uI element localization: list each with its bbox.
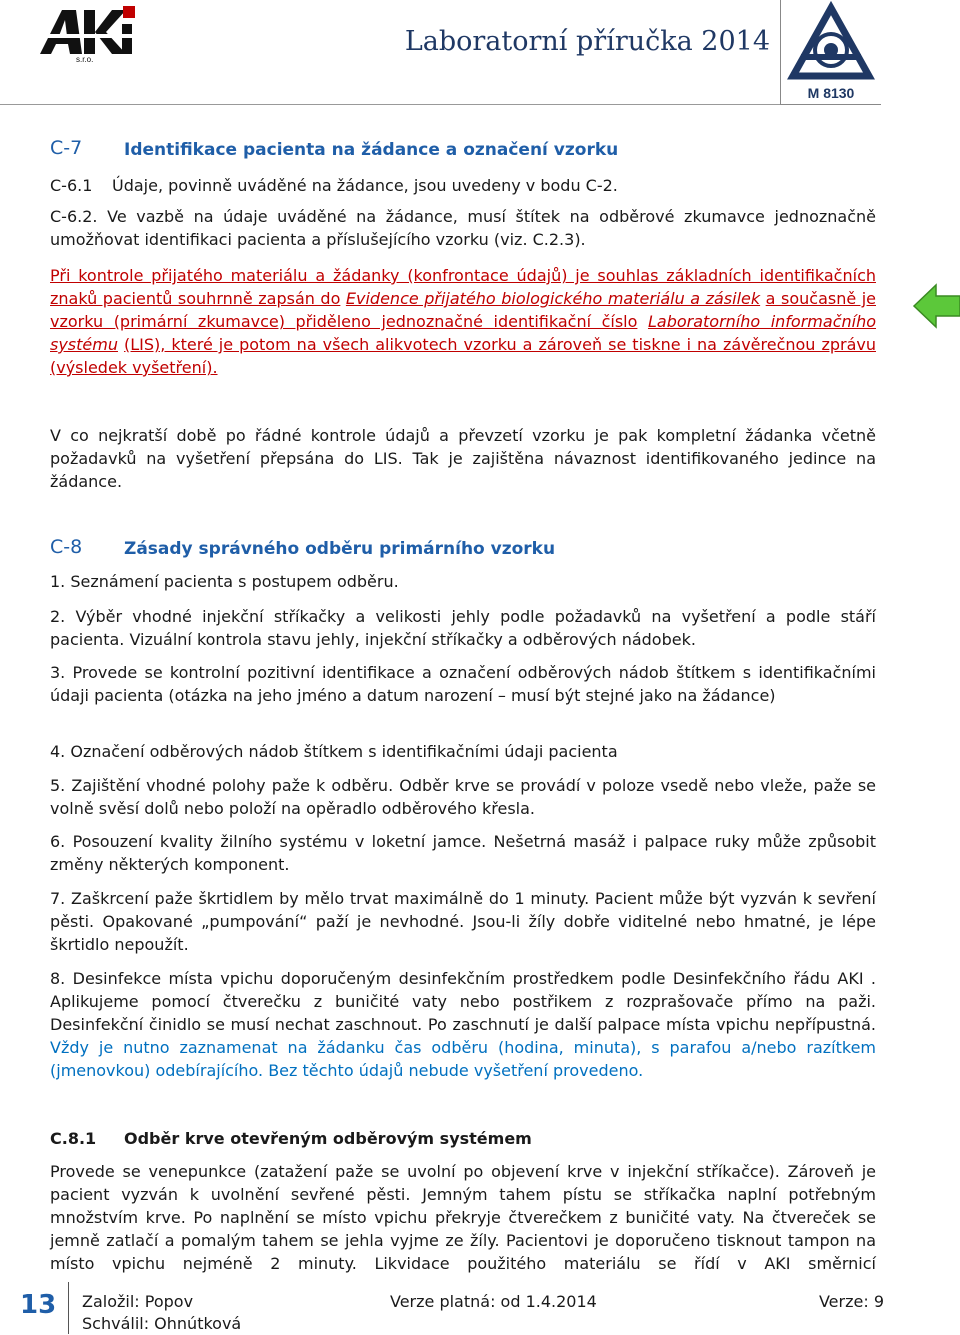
paragraph-c62-line1 (50, 205, 876, 228)
footer-valid-version: Verze platná: od 1.4.2014 (390, 1292, 597, 1311)
page-number: 13 (20, 1290, 57, 1320)
subsection-title: Odběr krve otevřeným odběrovým systémem (124, 1129, 532, 1148)
paragraph-text: Ve vazbě na údaje uváděné na žádance, musí štítek na odběrové zkumavce jednoznačně (107, 207, 876, 226)
list-item: 6. Posouzení kvality žilního systému v loketní jamce. Nešetrná masáž i palpace ruky může způsobit změny některých komponent. (50, 832, 876, 874)
footer-founder: Založil: Popov (82, 1292, 194, 1311)
accreditation-code: M 8130 (807, 85, 855, 101)
accreditation-logo (780, 0, 881, 105)
footer-version: Verze: 9 (818, 1292, 884, 1311)
list-item: 7. Zaškrcení paže škrtidlem by mělo trvat maximálně do 1 minuty. Pacient může být vyzván k sevření pěsti. Opakované „pumpování“ paží je nevhodné. Jsou-li žíly dobře viditelné nebo hmatné, je lépe škrtidlo nepoužít. (50, 889, 876, 954)
text-segment: (LIS), které je potom na všech alikvotech vzorku a zároveň se tiskne i na závěrečnou zprávu (výsledek vyšetření). (50, 335, 876, 377)
subsection-heading-c81 (50, 1127, 876, 1150)
list-item (50, 967, 876, 1082)
list-item: 2. Výběr vhodné injekční stříkačky a velikosti jehly podle požadavků na vyšetření a podle stáří pacienta. Vizuální kontrola stavu jehly, injekční stříkačky a odběrových nádobek. (50, 607, 876, 649)
list-item: 3. Provede se kontrolní pozitivní identifikace a označení odběrových nádob štítkem s identifikačními údaji pacienta (otázka na jeho jméno a datum narození – musí být stejné jako na žádance) (50, 663, 876, 705)
highlighted-paragraph (50, 264, 876, 379)
paragraph-number: C-6.2. (50, 207, 98, 226)
section-heading-c8 (50, 536, 876, 559)
page-title: Laboratorní příručka 2014 (404, 26, 770, 57)
list-item: 5. Zajištění vhodné polohy paže k odběru. Odběr krve se provádí v poloze vsedě nebo vleže, paže se volně svěsí dolů nebo položí na opěradlo odběrového křesla. (50, 776, 876, 818)
paragraph-text: Údaje, povinně uváděné na žádance, jsou uvedeny v bodu C-2. (112, 176, 618, 195)
section-heading-c7 (50, 137, 876, 160)
text-segment: a současně je vzorku (primární zkumavce) přiděleno jednoznačné identifikační číslo (50, 289, 876, 331)
section-number: C-7 (50, 137, 83, 159)
paragraph-c62-line2: umožňovat identifikaci pacienta a příslušejícího vzorku (viz. C.2.3). (50, 230, 586, 249)
footer-divider (68, 1282, 69, 1334)
section-number: C-8 (50, 536, 83, 558)
subsection-number: C.8.1 (50, 1129, 97, 1148)
text-segment: Evidence přijatého biologického materiálu a zásilek (345, 289, 761, 308)
footer-approver: Schválil: Ohnútková (82, 1314, 242, 1333)
paragraph-number: C-6.1 (50, 176, 93, 195)
section-title: Zásady správného odběru primárního vzorku (124, 539, 556, 559)
company-logo (36, 4, 140, 64)
list-item: 1. Seznámení pacienta s postupem odběru. (50, 572, 399, 591)
text-segment: Při kontrole přijatého materiálu a žádanky (konfrontace údajů) je souhlas základních identifikačních znaků pacientů souhrnně zapsán do (50, 266, 876, 308)
list-item: 4. Označení odběrových nádob štítkem s identifikačními údaji pacienta (50, 742, 618, 761)
logo-subtext: s.r.o. (76, 55, 94, 64)
paragraph-c81: Provede se venepunkce (zatažení paže se uvolní po objevení krve v injekční stříkačce). Zároveň je pacient vyzván k uvolnění sevřené pěsti. Jemným tahem pístu se stříkačka naplní potřebným množstvím krve. Po naplnění se místo vpichu překryje čtverečkem z buničité vaty. Na čtvereček se jemně zatlačí a pomalým tahem se jehla vyjme ze žíly. Pacientovi je doporučeno tisknout tampon na místo vpichu nejméně 2 minuty. Likvidace použitého materiálu se řídí v AKI směrnicí (50, 1162, 876, 1273)
section-title: Identifikace pacienta na žádance a označení vzorku (124, 140, 619, 160)
text-segment: 8. Desinfekce místa vpichu doporučeným desinfekčním prostředkem podle Desinfekčního řádu AKI . Aplikujeme pomocí čtverečku z buničité vaty nebo postřikem z rozprašovače přímo na paži. Desinfekční činidlo se musí nechat zaschnout. Po zaschnutí je další palpace místa vpichu nepřípustná. (50, 969, 876, 1034)
text-segment: Laboratorního informačního systému (50, 312, 877, 354)
paragraph-lis: V co nejkratší době po řádné kontrole údajů a převzetí vzorku je pak kompletní žádanka včetně požadavků na vyšetření přepsána do LIS. Tak je zajištěna návaznost identifikovaného jedince na žádance. (50, 426, 876, 491)
text-segment: Vždy je nutno zaznamenat na žádanku čas odběru (hodina, minuta), s parafou a/nebo razítkem (jmenovkou) odebírajícího. Bez těchto údajů nebude vyšetření provedeno. (50, 1038, 876, 1080)
header-divider (0, 104, 780, 105)
paragraph-c61 (50, 174, 876, 197)
arrow-left-icon (912, 282, 960, 330)
